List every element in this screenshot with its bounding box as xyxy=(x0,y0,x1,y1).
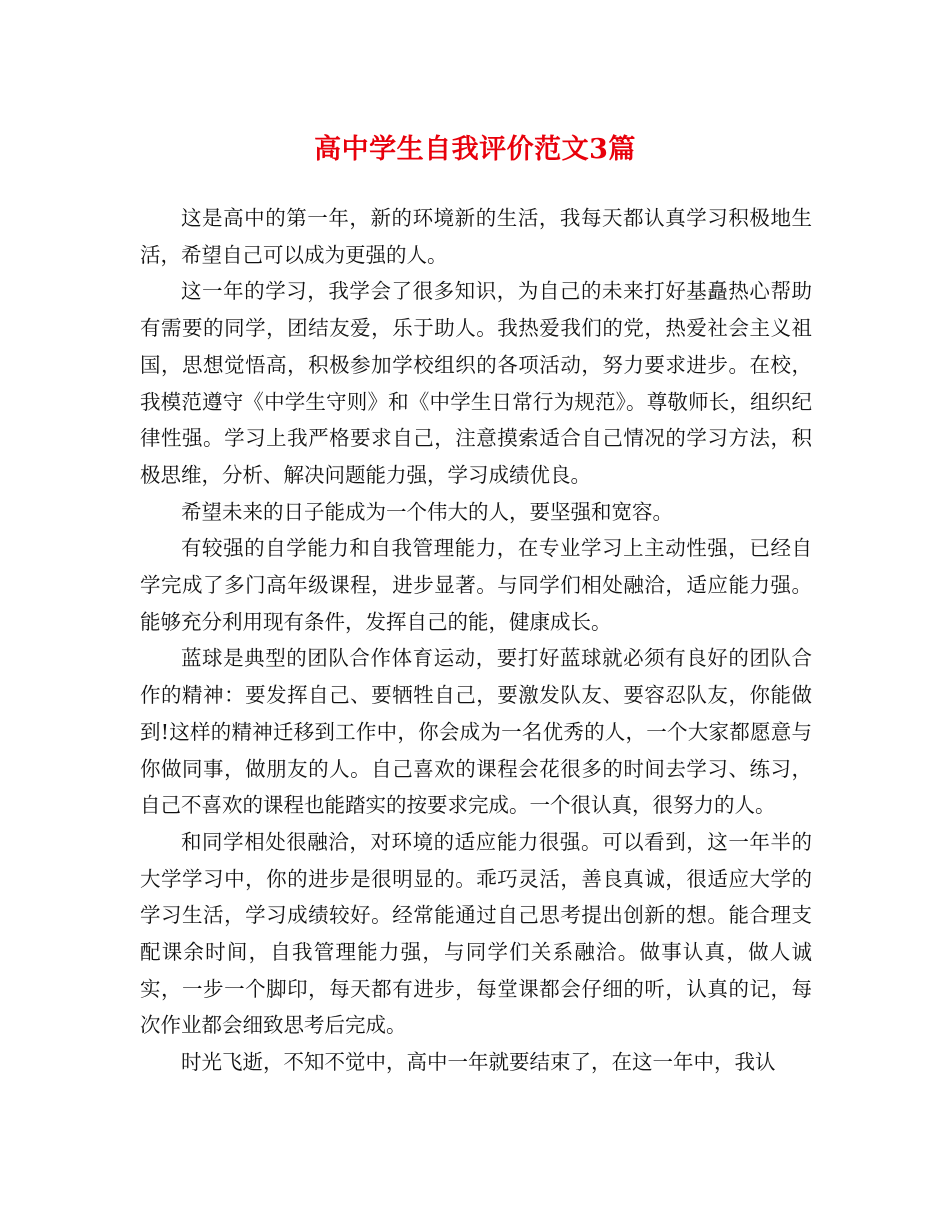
paragraph-3: 希望未来的日子能成为一个伟大的人，要坚强和宽容。 xyxy=(181,499,673,524)
document-body xyxy=(140,200,812,1081)
paragraph-5: 蓝球是典型的团队合作体育运动，要打好蓝球就必须有良好的团队合作的精神：要发挥自己、要牺牲自己，要激发队友、要容忍队友，你能做到!这样的精神迁移到工作中，你会成为一名优秀的人，一个大家都愿意与你做同事，做朋友的人。自己喜欢的课程会花很多的时间去学习、练习，自己不喜欢的课程也能踏实的按要求完成。一个很认真，很努力的人。 xyxy=(140,646,812,818)
paragraph-7: 时光飞逝，不知不觉中，高中一年就要结束了，在这一年中，我认 xyxy=(181,1050,776,1075)
paragraph-4: 有较强的自学能力和自我管理能力，在专业学习上主动性强，已经自学完成了多门高年级课程，进步显著。与同学们相处融洽，适应能力强。能够充分利用现有条件，发挥自己的能，健康成长。 xyxy=(140,536,812,634)
paragraph-1: 这是高中的第一年，新的环境新的生活，我每天都认真学习积极地生活，希望自己可以成为更强的人。 xyxy=(140,206,812,267)
paragraph-2: 这一年的学习，我学会了很多知识，为自己的未来打好基矗热心帮助有需要的同学，团结友爱，乐于助人。我热爱我们的党，热爱社会主义祖国，思想觉悟高，积极参加学校组织的各项活动，努力要求进步。在校，我模范遵守《中学生守则》和《中学生日常行为规范》。尊敬师长，组织纪律性强。学习上我严格要求自己，注意摸索适合自己情况的学习方法，积极思维，分析、解决问题能力强，学习成绩优良。 xyxy=(140,279,812,487)
paragraph-6: 和同学相处很融洽，对环境的适应能力很强。可以看到，这一年半的大学学习中，你的进步是很明显的。乖巧灵活，善良真诚，很适应大学的学习生活，学习成绩较好。经常能通过自己思考提出创新的想。能合理支配课余时间，自我管理能力强，与同学们关系融洽。做事认真，做人诚实，一步一个脚印，每天都有进步，每堂课都会仔细的听，认真的记，每次作业都会细致思考后完成。 xyxy=(140,829,812,1038)
page-title: 高中学生自我评价范文3篇 xyxy=(314,134,636,165)
